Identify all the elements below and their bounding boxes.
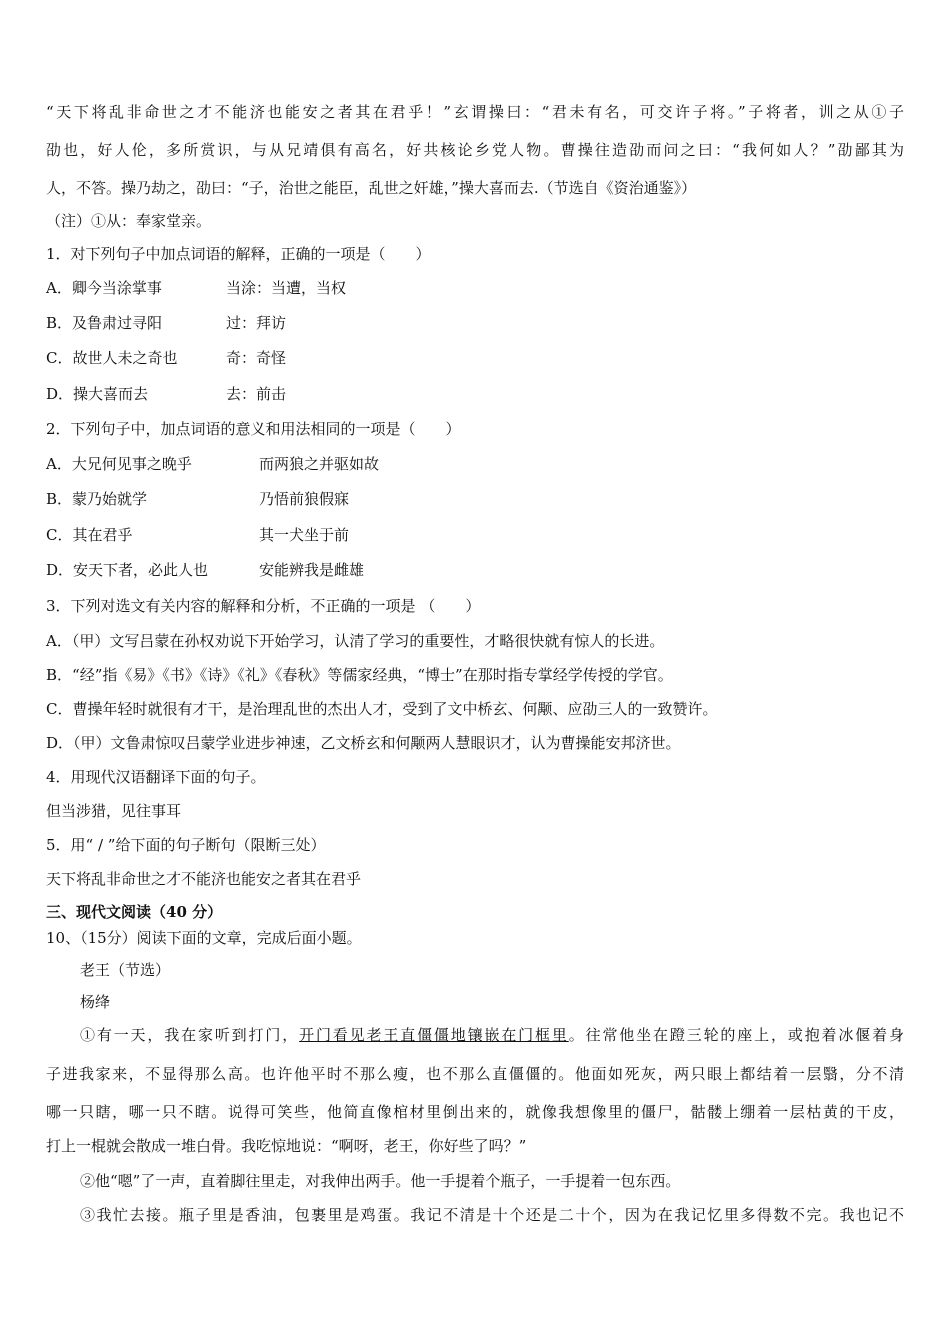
paragraph-1-line-2: 子进我家来，不显得那么高。也许他平时不那么瘦，也不那么直僵僵的。他面如死灰，两只眼上都结着一层翳，分不清 <box>46 1065 904 1083</box>
q3-stem: 3．下列对选文有关内容的解释和分析，不正确的一项是 （ ） <box>46 597 481 615</box>
q2-option-d-expl: 安能辨我是雌雄 <box>259 561 365 579</box>
q1-option-a: A．卿今当涂掌事 <box>46 279 162 297</box>
article-title: 老王（节选） <box>80 961 171 979</box>
q10-stem: 10、（15分）阅读下面的文章，完成后面小题。 <box>46 929 362 947</box>
p1-underlined: 开门看见老王直僵僵地镶嵌在门框里 <box>299 1026 569 1044</box>
passage-line-3: 人，不答。操乃劫之，劭曰：“子，治世之能臣，乱世之奸雄，”操大喜而去.（节选自《资治通鉴》） <box>46 179 697 197</box>
q2-option-c-expl: 其一犬坐于前 <box>259 526 350 544</box>
q1-option-b: B．及鲁肃过寻阳 <box>46 314 163 332</box>
paragraph-1-line-1 <box>80 1025 904 1045</box>
q2-option-a-expl: 而两狼之并驱如故 <box>259 455 380 473</box>
passage-line-2: 劭也，好人伦，多所赏识，与从兄靖俱有高名，好共核论乡党人物。曹操往造劭而问之曰：“我何如人？”劭鄙其为 <box>46 141 904 159</box>
q3-option-b: B．“经”指《易》《书》《诗》《礼》《春秋》等儒家经典，“博士”在那时指专掌经学传授的学官。 <box>46 666 673 684</box>
q1-option-c: C．故世人未之奇也 <box>46 349 178 367</box>
q5-stem: 5．用“ / ”给下面的句子断句（限断三处） <box>46 836 326 854</box>
q2-option-b: B．蒙乃始就学 <box>46 490 148 508</box>
article-author: 杨绛 <box>80 993 111 1011</box>
q3-option-c: C．曹操年轻时就很有才干，是治理乱世的杰出人才，受到了文中桥玄、何颙、应劭三人的一致赞许。 <box>46 700 718 718</box>
q4-stem: 4．用现代汉语翻译下面的句子。 <box>46 768 266 786</box>
p1-before: ①有一天，我在家听到打门， <box>80 1026 300 1044</box>
q3-option-a: A．（甲）文写吕蒙在孙权劝说下开始学习，认清了学习的重要性，才略很快就有惊人的长进。 <box>46 632 665 650</box>
q4-sentence: 但当涉猎，见往事耳 <box>46 802 182 820</box>
paragraph-3: ③我忙去接。瓶子里是香油，包裹里是鸡蛋。我记不清是十个还是二十个，因为在我记忆里多得数不完。我也记不 <box>80 1206 904 1224</box>
passage-line-1: “天下将乱非命世之才不能济也能安之者其在君乎！”玄谓操曰：“君未有名，可交许子将。”子将者，训之从①子 <box>46 103 904 121</box>
paragraph-2: ②他“嗯”了一声，直着脚往里走，对我伸出两手。他一手提着个瓶子，一手提着一包东西。 <box>80 1172 681 1190</box>
q1-option-d-expl: 去：前击 <box>226 385 287 403</box>
paragraph-1-line-3: 哪一只瞎，哪一只不瞎。说得可笑些，他简直像棺材里倒出来的，就像我想像里的僵尸，骷髅上绷着一层枯黄的干皮， <box>46 1103 904 1121</box>
q1-option-b-expl: 过：拜访 <box>226 314 287 332</box>
q1-stem: 1．对下列句子中加点词语的解释，正确的一项是（ ） <box>46 245 431 263</box>
paragraph-1-line-4: 打上一棍就会散成一堆白骨。我吃惊地说：“啊呀，老王，你好些了吗？” <box>46 1137 527 1155</box>
q2-option-b-expl: 乃悟前狼假寐 <box>259 490 350 508</box>
q5-sentence: 天下将乱非命世之才不能济也能安之者其在君乎 <box>46 870 362 888</box>
q2-option-a: A．大兄何见事之晚乎 <box>46 455 192 473</box>
q3-option-d: D．（甲）文鲁肃惊叹吕蒙学业进步神速，乙文桥玄和何颙两人慧眼识才，认为曹操能安邦济世。 <box>46 734 681 752</box>
p1-after: 。往常他坐在蹬三轮的座上，或抱着冰偃着身 <box>568 1026 904 1044</box>
q1-option-d: D．操大喜而去 <box>46 385 149 403</box>
q2-option-c: C．其在君乎 <box>46 526 133 544</box>
q2-stem: 2．下列句子中，加点词语的意义和用法相同的一项是（ ） <box>46 420 461 438</box>
passage-note: （注）①从：奉家堂亲。 <box>46 212 212 230</box>
q1-option-c-expl: 奇：奇怪 <box>226 349 287 367</box>
q2-option-d: D．安天下者，必此人也 <box>46 561 209 579</box>
section-heading: 三、现代文阅读（40 分） <box>46 903 223 921</box>
q1-option-a-expl: 当涂：当遭，当权 <box>226 279 347 297</box>
